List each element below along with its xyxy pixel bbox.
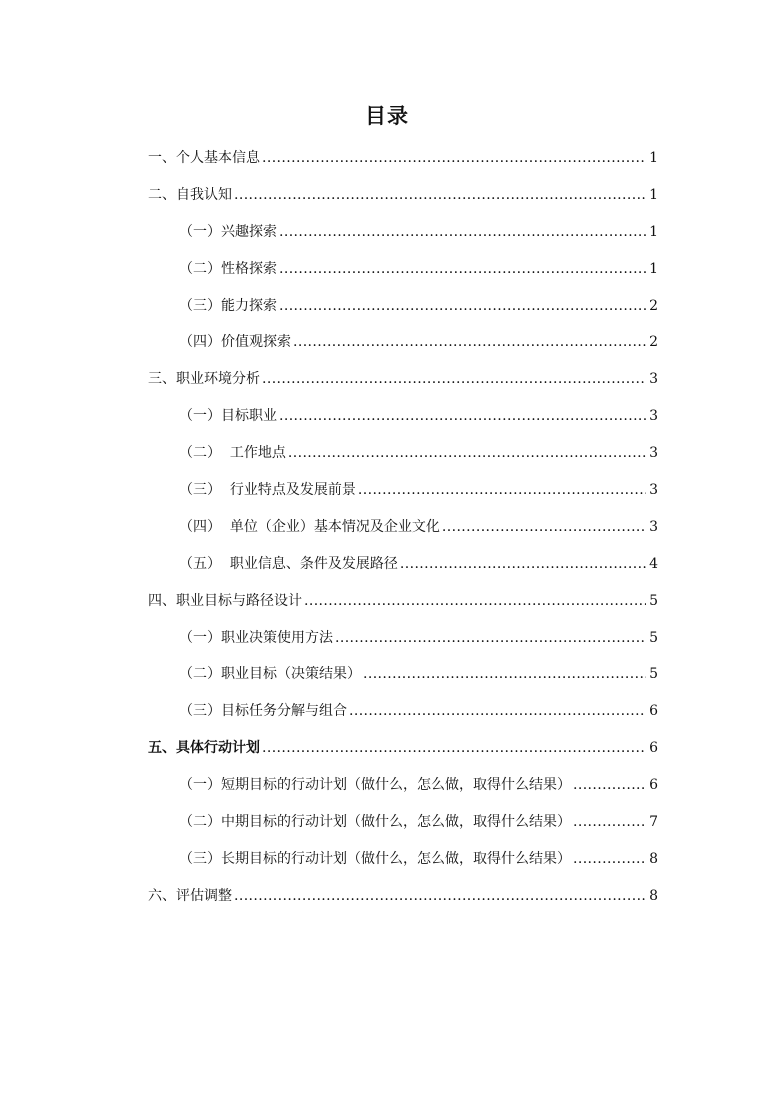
toc-entry[interactable] [148, 736, 658, 773]
toc-entry-label: 五、具体行动计划 [148, 740, 260, 757]
toc-page-number: 8 [649, 850, 658, 867]
toc-entry-label: （三）目标任务分解与组合 [179, 703, 347, 720]
toc-dot-leader [335, 626, 646, 650]
toc-dot-leader [442, 515, 646, 539]
toc-entry-label: （一）兴趣探索 [179, 223, 277, 240]
toc-entry[interactable] [148, 294, 658, 331]
toc-entry-label: （三）长期目标的行动计划（做什么，怎么做，取得什么结果） [179, 850, 571, 867]
toc-dot-leader [262, 146, 646, 170]
toc-entry-label: （四） 单位（企业）基本情况及企业文化 [179, 518, 440, 535]
toc-entry-label: （二）职业目标（决策结果） [179, 666, 361, 683]
toc-page-number: 6 [649, 703, 658, 720]
toc-entry[interactable] [148, 626, 658, 663]
toc-entry[interactable] [148, 257, 658, 294]
toc-page-number: 3 [649, 408, 658, 425]
toc-dot-leader [279, 294, 646, 318]
toc-entry[interactable] [148, 589, 658, 626]
toc-entry-label: （二）中期目标的行动计划（做什么，怎么做，取得什么结果） [179, 814, 571, 831]
toc-dot-leader [234, 884, 646, 908]
toc-page-number: 7 [649, 814, 658, 831]
toc-page-number: 2 [649, 297, 658, 314]
toc-entry-label: （一）职业决策使用方法 [179, 629, 333, 646]
toc-entry[interactable] [148, 441, 658, 478]
toc-entry[interactable] [148, 662, 658, 699]
toc-page-number: 1 [649, 223, 658, 240]
toc-page-number: 3 [649, 482, 658, 499]
toc-page-number: 3 [649, 518, 658, 535]
toc-entry-label: （一）目标职业 [179, 408, 277, 425]
toc-dot-leader [363, 662, 646, 686]
toc-dot-leader [349, 699, 646, 723]
toc-dot-leader [262, 367, 646, 391]
toc-entry-label: （三）能力探索 [179, 297, 277, 314]
toc-entry-label: 六、评估调整 [148, 887, 232, 904]
toc-entry-label: （四）价值观探索 [179, 334, 291, 351]
toc-entry[interactable] [148, 810, 658, 847]
toc-dot-leader [573, 810, 646, 834]
toc-page-number: 1 [649, 150, 658, 166]
toc-dot-leader [279, 220, 646, 244]
toc-dot-leader [400, 552, 646, 576]
toc-dot-leader [262, 736, 646, 760]
toc-entry-label: （五） 职业信息、条件及发展路径 [179, 555, 398, 572]
toc-entry-label: 三、职业环境分析 [148, 371, 260, 388]
toc-entry[interactable] [148, 552, 658, 589]
toc-dot-leader [358, 478, 646, 502]
toc-entry[interactable] [148, 515, 658, 552]
toc-entry[interactable] [148, 367, 658, 404]
toc-entry[interactable] [148, 699, 658, 736]
toc-page-number: 8 [649, 887, 658, 904]
toc-entry-label: （二） 工作地点 [179, 445, 286, 462]
toc-dot-leader [573, 773, 646, 797]
toc-page-number: 5 [649, 629, 658, 646]
toc-entry-label: （一）短期目标的行动计划（做什么，怎么做，取得什么结果） [179, 777, 571, 794]
toc-entry[interactable] [148, 146, 658, 183]
toc-dot-leader [234, 183, 646, 207]
toc-page-number: 3 [649, 371, 658, 388]
toc-page-number: 6 [649, 777, 658, 794]
toc-entry[interactable] [148, 773, 658, 810]
toc-entry[interactable] [148, 884, 658, 921]
toc-page-number: 3 [649, 445, 658, 462]
toc-entry[interactable] [148, 220, 658, 257]
toc-dot-leader [279, 404, 646, 428]
toc-dot-leader [288, 441, 646, 465]
toc-entry[interactable] [148, 847, 658, 884]
toc-entry-label: 四、职业目标与路径设计 [148, 592, 302, 609]
toc-page-number: 1 [649, 260, 658, 277]
toc-dot-leader [293, 330, 646, 354]
toc-title: 目录 [365, 104, 409, 128]
toc-entry[interactable] [148, 183, 658, 220]
toc-dot-leader [573, 847, 646, 871]
toc-page-number: 5 [649, 666, 658, 683]
toc-entry[interactable] [148, 404, 658, 441]
toc-entry-label: 一、个人基本信息 [148, 150, 260, 166]
toc-page-number: 6 [649, 740, 658, 757]
toc-entry[interactable] [148, 478, 658, 515]
toc-page-number: 4 [649, 555, 658, 572]
toc-dot-leader [304, 589, 646, 613]
toc-list [148, 146, 658, 921]
toc-page-number: 2 [649, 334, 658, 351]
toc-page-number: 5 [649, 592, 658, 609]
toc-entry-label: （三） 行业特点及发展前景 [179, 482, 356, 499]
toc-entry[interactable] [148, 330, 658, 367]
toc-entry-label: （二）性格探索 [179, 260, 277, 277]
toc-page-number: 1 [649, 186, 658, 203]
toc-entry-label: 二、自我认知 [148, 186, 232, 203]
toc-dot-leader [279, 257, 646, 281]
